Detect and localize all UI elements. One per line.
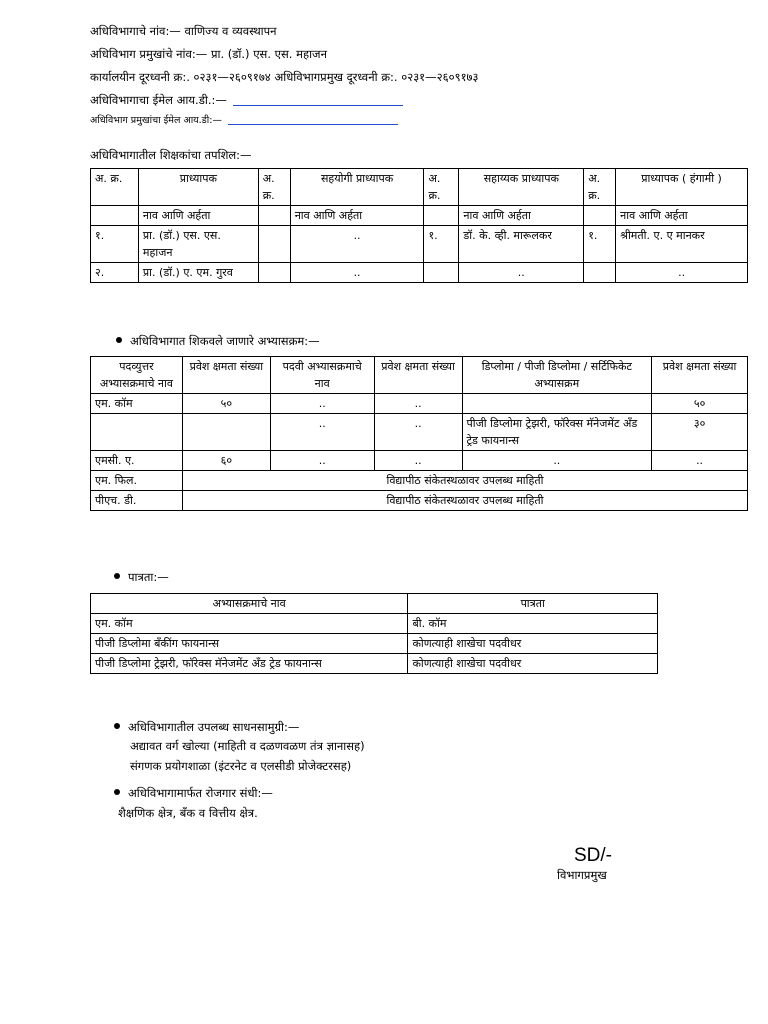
table-row [91, 471, 748, 491]
faculty-header-cell: सहाय्यक प्राध्यापक [459, 169, 584, 206]
table-cell: .. [270, 394, 374, 414]
courses-header-cell: डिप्लोमा / पीजी डिप्लोमा / सर्टिफिकेट अभ्यासक्रम [462, 357, 652, 394]
table-cell: २. [91, 263, 139, 283]
table-cell: .. [459, 263, 584, 283]
courses-header-cell: पदव्युत्तर अभ्यासक्रमाचे नाव [91, 357, 183, 394]
table-cell: एम. फिल. [91, 471, 183, 491]
phone-numbers: कार्यालयीन दूरध्वनी क्र:. ०२३१—२६०९१७४ अधिविभागप्रमुख दूरध्वनी क्र:. ०२३१—२६०९१७३ [90, 70, 479, 84]
table-cell [182, 414, 270, 451]
table-row [91, 414, 748, 451]
faculty-header-row [91, 169, 748, 206]
faculty-table [90, 168, 748, 283]
table-row [91, 394, 748, 414]
table-cell [462, 394, 652, 414]
bullet-icon [116, 337, 122, 343]
table-cell: विद्यापीठ संकेतस्थळावर उपलब्ध माहिती [182, 491, 747, 511]
table-row [91, 654, 658, 674]
head-email-blank [228, 113, 398, 125]
faculty-header-cell: सहयोगी प्राध्यापक [290, 169, 424, 206]
eligibility-header-row [91, 594, 658, 614]
faculty-subheader-cell: नाव आणि अर्हता [290, 206, 424, 226]
table-cell: प्रा. (डॉ.) ए. एम. गुरव [138, 263, 258, 283]
table-cell: .. [374, 394, 462, 414]
eligibility-title-line [114, 570, 169, 585]
employment-line-1: शैक्षणिक क्षेत्र, बॅंक व वित्तीय क्षेत्र. [118, 806, 258, 820]
faculty-subheader-cell: नाव आणि अर्हता [138, 206, 258, 226]
table-cell: पीजी डिप्लोमा बँकींग फायनान्स [91, 634, 408, 654]
faculty-subheader-cell: नाव आणि अर्हता [616, 206, 748, 226]
table-cell: .. [652, 451, 748, 471]
courses-header-cell: प्रवेश क्षमता संख्या [182, 357, 270, 394]
faculty-subheader-cell: नाव आणि अर्हता [459, 206, 584, 226]
employment-title: अधिविभागामार्फत रोजगार संधी:— [128, 786, 273, 800]
head-name: अधिविभाग प्रमुखांचे नांव:— प्रा. (डॉ.) एस. एस. महाजन [90, 47, 327, 61]
table-cell: .. [616, 263, 748, 283]
eligibility-table [90, 593, 658, 674]
table-cell: पीएच. डी. [91, 491, 183, 511]
table-cell: पीजी डिप्लोमा ट्रेझरी, फॉरेक्स मॅनेजमेंट अँड ट्रेड फायनान्स [462, 414, 652, 451]
faculty-header-cell: प्राध्यापक ( हंगामी ) [616, 169, 748, 206]
table-row [91, 634, 658, 654]
table-cell [91, 414, 183, 451]
courses-title-line [116, 334, 320, 349]
table-cell: पीजी डिप्लोमा ट्रेझरी, फॉरेक्स मॅनेजमेंट अँड ट्रेड फायनान्स [91, 654, 408, 674]
table-cell: .. [290, 226, 424, 263]
dept-email-line [90, 93, 403, 108]
table-cell: १. [424, 226, 459, 263]
table-cell [258, 226, 290, 263]
table-cell: कोणत्याही शाखेचा पदवीधर [408, 634, 658, 654]
head-email-line [90, 113, 398, 126]
faculty-title: अधिविभागातील शिक्षकांचा तपशिल:— [90, 148, 252, 162]
table-cell [424, 263, 459, 283]
table-cell: कोणत्याही शाखेचा पदवीधर [408, 654, 658, 674]
dept-email-label: अधिविभागाचा ईमेल आय.डी.:— [90, 93, 227, 107]
faculty-header-cell: प्राध्यापक [138, 169, 258, 206]
courses-header-row [91, 357, 748, 394]
table-cell: ३० [652, 414, 748, 451]
table-cell: .. [290, 263, 424, 283]
dept-email-blank [233, 94, 403, 106]
table-cell: ५० [652, 394, 748, 414]
table-cell: एमसी. ए. [91, 451, 183, 471]
bullet-icon [114, 723, 120, 729]
table-row [91, 614, 658, 634]
table-cell: .. [462, 451, 652, 471]
table-cell: १. [584, 226, 616, 263]
empty-cell [584, 206, 616, 226]
head-email-label: अधिविभाग प्रमुखांचा ईमेल आय.डी:— [90, 115, 222, 126]
faculty-header-cell: अ. क्र. [258, 169, 290, 206]
faculty-header-cell: अ. क्र. [424, 169, 459, 206]
bullet-icon [114, 789, 120, 795]
table-cell: ५० [182, 394, 270, 414]
courses-table [90, 356, 748, 511]
eligibility-header-cell: पात्रता [408, 594, 658, 614]
faculty-header-cell: अ. क्र. [91, 169, 139, 206]
courses-header-cell: प्रवेश क्षमता संख्या [652, 357, 748, 394]
table-cell: बी. कॉम [408, 614, 658, 634]
table-cell: प्रा. (डॉ.) एस. एस. महाजन [138, 226, 258, 263]
eligibility-header-cell: अभ्यासक्रमाचे नाव [91, 594, 408, 614]
facilities-line-2: संगणक प्रयोगशाळा (इंटरनेट व एलसीडी प्रोजेक्टरसह) [130, 759, 352, 773]
courses-header-cell: पदवी अभ्यासक्रमाचे नाव [270, 357, 374, 394]
facilities-title: अधिविभागातील उपलब्ध साधनसामुग्री:— [128, 720, 300, 734]
table-cell: १. [91, 226, 139, 263]
table-cell: एम. कॉम [91, 614, 408, 634]
faculty-subheader-row [91, 206, 748, 226]
table-cell: श्रीमती. ए. ए मानकर [616, 226, 748, 263]
employment-title-line [114, 786, 273, 801]
table-cell: .. [270, 414, 374, 451]
table-cell: ६० [182, 451, 270, 471]
table-row [91, 451, 748, 471]
table-row [91, 491, 748, 511]
table-cell: विद्यापीठ संकेतस्थळावर उपलब्ध माहिती [182, 471, 747, 491]
courses-header-cell: प्रवेश क्षमता संख्या [374, 357, 462, 394]
empty-cell [258, 206, 290, 226]
signature-sd: SD/- [574, 845, 612, 866]
table-cell: .. [270, 451, 374, 471]
table-cell [584, 263, 616, 283]
bullet-icon [114, 573, 120, 579]
table-cell: .. [374, 414, 462, 451]
table-row [91, 226, 748, 263]
empty-cell [91, 206, 139, 226]
table-cell: डॉ. के. व्ही. मारूलकर [459, 226, 584, 263]
faculty-header-cell: अ. क्र. [584, 169, 616, 206]
table-row [91, 263, 748, 283]
signature-designation: विभागप्रमुख [557, 868, 607, 882]
dept-name: अधिविभागाचे नांव:— वाणिज्य व व्यवस्थापन [90, 24, 277, 38]
facilities-line-1: अद्यावत वर्ग खोल्या (माहिती व दळणवळण तंत्र ज्ञानासह) [130, 739, 365, 753]
table-cell: .. [374, 451, 462, 471]
courses-title: अधिविभागात शिकवले जाणारे अभ्यासक्रम:— [130, 334, 320, 348]
facilities-title-line [114, 720, 299, 735]
table-cell: एम. कॉम [91, 394, 183, 414]
eligibility-title: पात्रता:— [128, 570, 169, 584]
table-cell [258, 263, 290, 283]
empty-cell [424, 206, 459, 226]
